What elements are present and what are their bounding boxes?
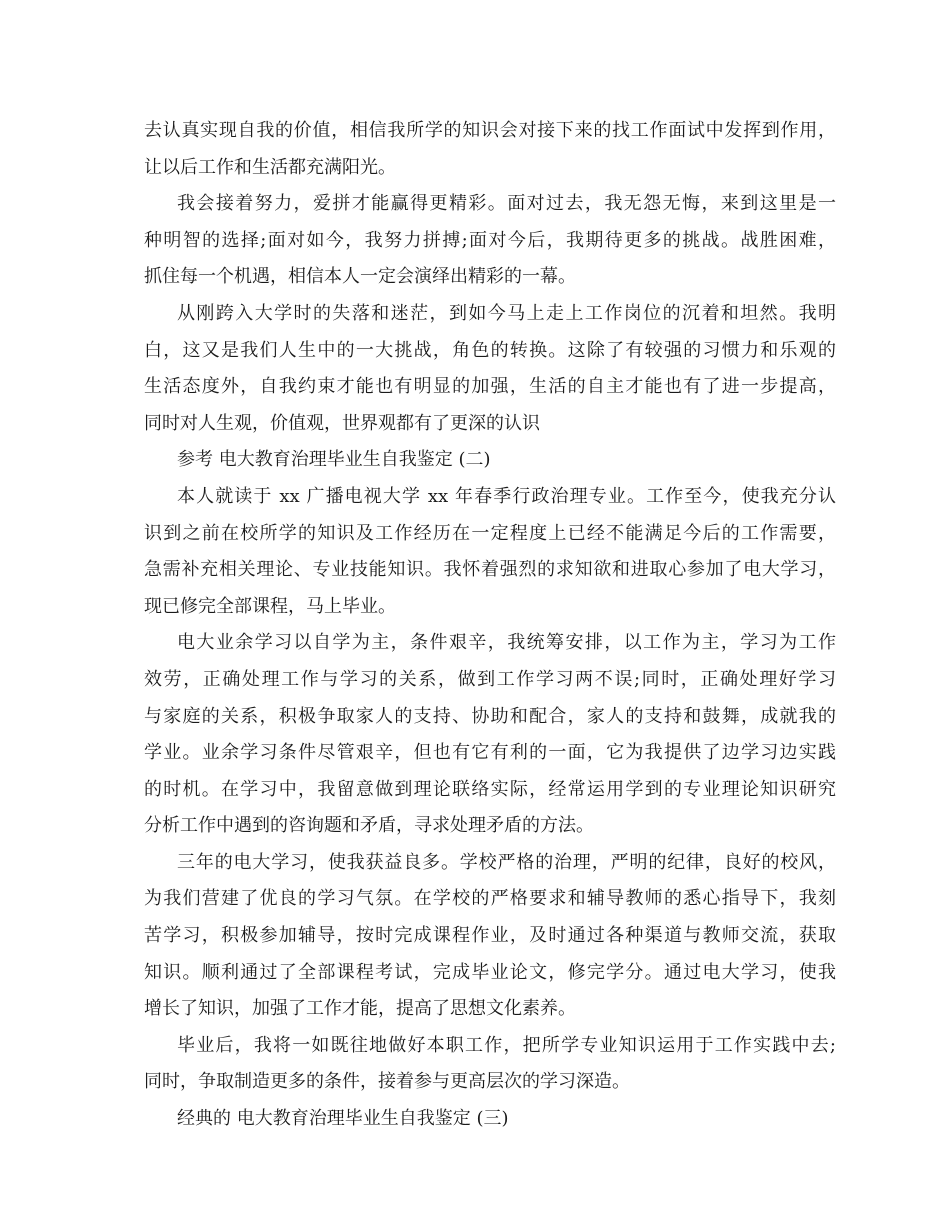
paragraph-first-line: 本人就读于 xx 广播电视大学 xx 年春季行政治理专业。工作至今，使我充分认 bbox=[177, 485, 836, 507]
paragraph-first-line: 从刚跨入大学时的失落和迷茫，到如今马上走上工作岗位的沉着和坦然。我明 bbox=[177, 302, 836, 324]
text-line: 同时，争取制造更多的条件，接着参与更高层次的学习深造。 bbox=[144, 1071, 630, 1093]
text-line: 急需补充相关理论、专业技能知识。我怀着强烈的求知欲和进取心参加了电大学习， bbox=[144, 559, 836, 581]
document-body bbox=[144, 113, 836, 1138]
text-line: 知识。顺利通过了全部课程考试，完成毕业论文，修完学分。通过电大学习，使我 bbox=[144, 961, 836, 983]
text-line: 识到之前在校所学的知识及工作经历在一定程度上已经不能满足今后的工作需要， bbox=[144, 522, 836, 544]
text-line: 效劳，正确处理工作与学习的关系，做到工作学习两不误;同时，正确处理好学习 bbox=[144, 668, 836, 690]
text-line: 现已修完全部课程，马上毕业。 bbox=[144, 595, 396, 617]
section-heading: 经典的 电大教育治理毕业生自我鉴定 (三) bbox=[177, 1108, 509, 1130]
text-line: 去认真实现自我的价值，相信我所学的知识会对接下来的找工作面试中发挥到作用， bbox=[144, 120, 836, 141]
text-line: 抓住每一个机遇，相信本人一定会演绎出精彩的一幕。 bbox=[144, 266, 576, 288]
text-line: 同时对人生观，价值观，世界观都有了更深的认识 bbox=[144, 412, 540, 434]
text-line: 白，这又是我们人生中的一大挑战，角色的转换。这除了有较强的习惯力和乐观的 bbox=[144, 339, 836, 361]
text-line: 种明智的选择;面对如今，我努力拼搏;面对今后，我期待更多的挑战。战胜困难， bbox=[144, 229, 836, 251]
paragraph-first-line: 电大业余学习以自学为主，条件艰辛，我统筹安排，以工作为主，学习为工作 bbox=[177, 632, 836, 654]
text-line: 为我们营建了优良的学习气氛。在学校的严格要求和辅导教师的悉心指导下，我刻 bbox=[144, 888, 836, 910]
text-line: 增长了知识，加强了工作才能，提高了思想文化素养。 bbox=[144, 998, 576, 1020]
text-line: 生活态度外，自我约束才能也有明显的加强，生活的自主才能也有了进一步提高， bbox=[144, 376, 836, 398]
text-line: 分析工作中遇到的咨询题和矛盾，寻求处理矛盾的方法。 bbox=[144, 815, 594, 837]
paragraph-first-line: 我会接着努力，爱拼才能赢得更精彩。面对过去，我无怨无悔，来到这里是一 bbox=[177, 193, 836, 215]
text-line: 学业。业余学习条件尽管艰辛，但也有它有利的一面，它为我提供了边学习边实践 bbox=[144, 742, 836, 764]
paragraph-first-line: 毕业后，我将一如既往地做好本职工作，把所学专业知识运用于工作实践中去; bbox=[177, 1034, 836, 1056]
text-line: 苦学习，积极参加辅导，按时完成课程作业，及时通过各种渠道与教师交流，获取 bbox=[144, 925, 836, 947]
text-line: 的时机。在学习中，我留意做到理论联络实际，经常运用学到的专业理论知识研究 bbox=[144, 778, 836, 800]
paragraph-first-line: 三年的电大学习，使我获益良多。学校严格的治理，严明的纪律，良好的校风， bbox=[177, 851, 836, 873]
section-heading: 参考 电大教育治理毕业生自我鉴定 (二) bbox=[177, 449, 491, 471]
text-line: 与家庭的关系，积极争取家人的支持、协助和配合，家人的支持和鼓舞，成就我的 bbox=[144, 705, 836, 727]
text-line: 让以后工作和生活都充满阳光。 bbox=[144, 156, 396, 178]
